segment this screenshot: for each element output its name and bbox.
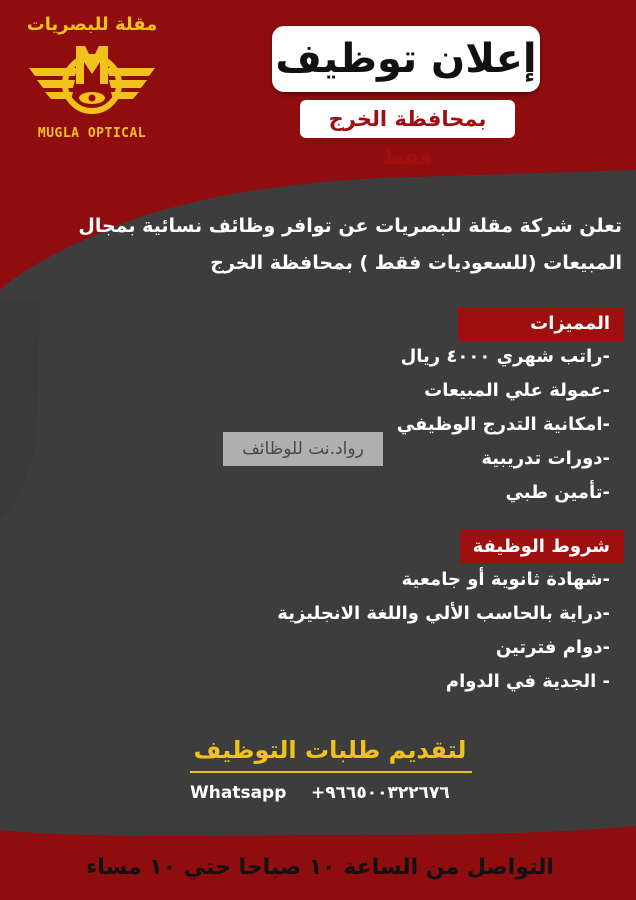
whatsapp-label: Whatsapp [190,783,287,803]
conditions-heading: شروط الوظيفة [460,530,624,564]
logo-arabic-name: مقلة للبصريات [26,14,158,35]
page-subtitle: بمحافظة الخرج فقط [328,107,487,169]
list-item: - الجدية في الدوام [445,671,610,692]
features-heading: المميزات [458,307,624,341]
list-item: -دورات تدريبية [481,448,610,469]
apply-title: لتقديم طلبات التوظيف [193,736,467,764]
list-item: -تأمين طبي [505,482,610,503]
apply-underline [190,771,472,773]
contact-hours: التواصل من الساعة ١٠ صباحا حتي ١٠ مساء [86,855,554,880]
list-item: -راتب شهري ٤٠٠٠ ريال [400,346,610,367]
whatsapp-number[interactable]: +٩٦٦٥٠٠٣٢٢٦٧٦ [311,783,450,803]
list-item: -عمولة علي المبيعات [424,380,610,401]
whatsapp-contact[interactable] [190,780,480,806]
subtitle-banner [300,100,515,169]
winged-eye-emblem-icon [27,38,157,126]
conditions-list [277,563,610,699]
list-item: -دوام فترتين [495,637,610,658]
watermark: رواد.نت للوظائف [223,432,383,466]
title-banner [272,26,540,92]
intro-paragraph: تعلن شركة مقلة للبصريات عن توافر وظائف نسائية بمجال المبيعات (للسعوديات فقط ) بمحافظة الخرج [78,215,622,274]
logo-english-name: MUGLA OPTICAL [37,126,147,141]
list-item: -شهادة ثانوية أو جامعية [401,569,610,590]
company-logo [22,14,162,146]
list-item: -امكانية التدرج الوظيفي [396,414,610,435]
features-list [397,340,610,510]
list-item: -دراية بالحاسب الألي واللغة الانجليزية [277,603,610,624]
page-title: إعلان توظيف [275,36,537,82]
